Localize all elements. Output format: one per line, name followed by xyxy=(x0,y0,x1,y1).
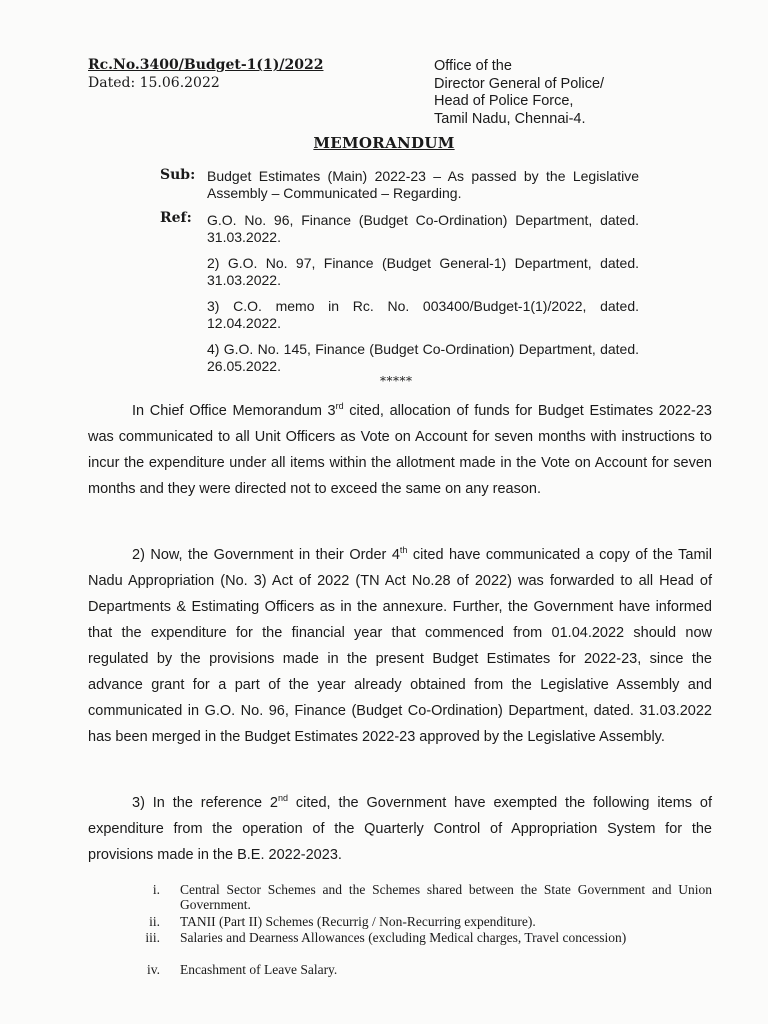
reference-item: 2) G.O. No. 97, Finance (Budget General-1) Department, dated. 31.03.2022. xyxy=(207,255,639,288)
document-title: MEMORANDUM xyxy=(313,134,455,152)
reference-header xyxy=(88,56,323,92)
list-text: Salaries and Dearness Allowances (excluding Medical charges, Travel concession) xyxy=(180,930,627,945)
office-line: Head of Police Force, xyxy=(434,93,574,109)
reference-item: 4) G.O. No. 145, Finance (Budget Co-Ordination) Department, dated. 26.05.2022. xyxy=(207,341,639,374)
paragraph-text: 3) In the reference 2 xyxy=(132,795,278,811)
office-line: Tamil Nadu, Chennai-4. xyxy=(434,110,586,127)
list-number: ii. xyxy=(149,914,160,929)
paragraph-text: cited, the Government have exempted the following items of expenditure from the operation of the Quarterly Control of Appropriation System for the provisions made in the B.E. 2022-2023. xyxy=(88,795,712,863)
paragraph-text: cited, allocation of funds for Budget Estimates 2022-23 was communicated to all Unit Officers as Vote on Account for seven months with instructions to incur the expenditure under all items within the allotment made in the Vote on Account for seven months and they were directed not to exceed the same on any reason. xyxy=(88,403,712,497)
subject-text: Budget Estimates (Main) 2022-23 – As passed by the Legislative Assembly – Communicated – Regarding. xyxy=(207,168,639,201)
office-line: Office of the xyxy=(434,58,512,74)
paragraph-3 xyxy=(88,790,712,868)
rc-number: Rc.No.3400/Budget-1(1)/2022 xyxy=(88,57,324,73)
reference-item: 3) C.O. memo in Rc. No. 003400/Budget-1(1)/2022, dated. 12.04.2022. xyxy=(207,298,639,331)
list-number: i. xyxy=(152,882,160,897)
list-text: Central Sector Schemes and the Schemes shared between the State Government and Union Government. xyxy=(180,882,712,912)
separator-stars: ***** xyxy=(380,374,413,388)
ordinal-suffix: rd xyxy=(335,401,344,412)
list-number: iv. xyxy=(147,962,160,977)
paragraph-text: 2) Now, the Government in their Order 4 xyxy=(132,547,400,563)
ordinal-suffix: nd xyxy=(278,793,289,804)
paragraph-1 xyxy=(88,398,712,502)
office-address xyxy=(434,58,604,128)
office-line: Director General of Police/ xyxy=(434,75,605,92)
subject-label: Sub: xyxy=(160,167,196,183)
ordinal-suffix: th xyxy=(399,545,408,556)
paragraph-2 xyxy=(88,542,712,750)
list-text: TANII (Part II) Schemes (Recurrig / Non-Recurring expenditure). xyxy=(180,914,536,929)
list-number: iii. xyxy=(145,930,160,945)
list-text: Encashment of Leave Salary. xyxy=(180,962,338,977)
paragraph-text: In Chief Office Memorandum 3 xyxy=(132,403,336,419)
reference-item: G.O. No. 96, Finance (Budget Co-Ordination) Department, dated. 31.03.2022. xyxy=(207,212,639,245)
issue-date: Dated: 15.06.2022 xyxy=(88,75,220,91)
reference-label: Ref: xyxy=(160,210,192,226)
paragraph-text: cited have communicated a copy of the Tamil Nadu Appropriation (No. 3) Act of 2022 (TN Act No.28 of 2022) was forwarded to all Head of Departments & Estimating Officers as in the annexure. Further, the Government have informed that the expenditure for the financial year that commenced from 01.04.2022 should now regulated by the provisions made in the present Budget Estimates for 2022-23, since the advance grant for a part of the year already obtained from the Legislative Assembly and communicated in G.O. No. 96, Finance (Budget Co-Ordination) Department, dated. 31.03.2022 has been merged in the Budget Estimates 2022-23 approved by the Legislative Assembly. xyxy=(88,547,712,745)
